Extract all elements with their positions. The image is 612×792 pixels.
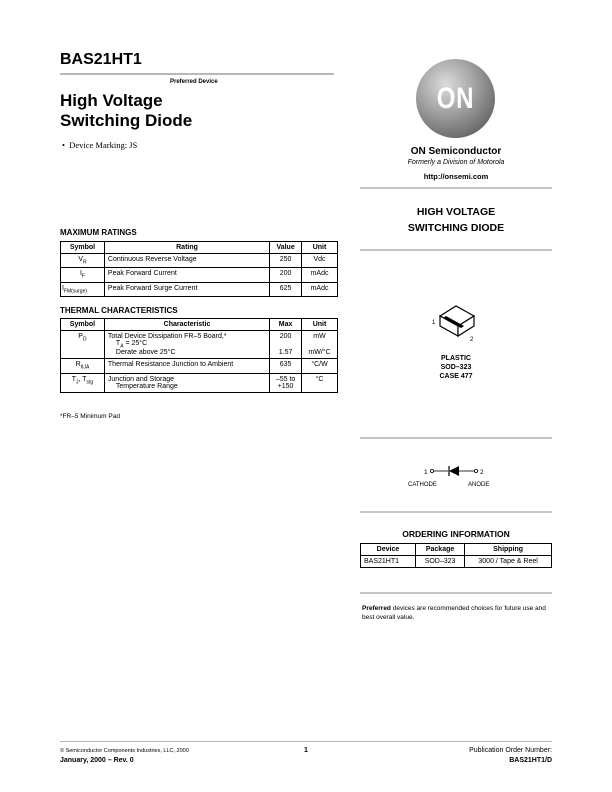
symbol-sub: R [82,259,87,266]
header-rule [60,73,334,75]
ordering-header-device: Device [361,544,416,556]
symbol-sep: , [78,375,83,383]
preferred-note-text: devices are recommended choices for future use and best overall value. [362,605,546,621]
rating-cell: Peak Forward Current [104,268,269,282]
right-rule-1 [360,187,552,189]
char-line: Junction and Storage [107,375,175,383]
company-url[interactable]: http://onsemi.com [423,172,489,181]
symbol-main: T [71,375,76,383]
package-label [420,354,492,381]
char-line: Total Device Dissipation FR–5 Board,* [107,333,227,340]
max-value: –55 to [275,375,296,383]
characteristic-cell: Thermal Resistance Junction to Ambient [104,359,269,373]
revision-date: January, 2000 – Rev. 0 [60,757,134,764]
thermal-header-unit: Unit [302,319,338,331]
max-header-symbol: Symbol [61,242,105,254]
unit-cell: °C/W [302,359,338,373]
diode-pin2-label: 2 [480,469,484,476]
thermal-header-characteristic: Characteristic [104,319,269,331]
symbol-cell [61,254,105,268]
unit-cell: mAdc [302,282,338,296]
rating-cell: Continuous Reverse Voltage [104,254,269,268]
thermal-title: THERMAL CHARACTERISTICS [60,306,178,315]
char-line: Derate above 25°C [115,349,176,357]
ordering-device: BAS21HT1 [361,556,416,568]
product-name [360,204,552,236]
document-title [60,91,320,131]
max-value: +150 [277,382,294,390]
unit-cell: °C [302,373,338,392]
char-line: Temperature Range [115,382,178,390]
characteristic-cell [104,331,269,359]
right-rule-2 [360,249,552,251]
table-row [61,254,338,268]
rating-cell: Peak Forward Surge Current [104,282,269,296]
max-header-value: Value [270,242,302,254]
unit-value: mW [313,333,326,340]
diode-pin1-label: 1 [424,469,428,476]
symbol-main: I [62,284,64,292]
ordering-header-package: Package [415,544,464,556]
symbol-sub: stg [86,379,94,386]
ordering-shipping: 3000 / Tape & Reel [465,556,552,568]
table-row [61,331,338,359]
table-row [61,268,338,282]
symbol-cell [61,359,105,373]
symbol-sub: θJA [80,364,90,371]
ordering-table [360,543,552,568]
bullet-icon: • [62,140,65,150]
max-cell [270,373,302,392]
symbol-cell [61,282,105,296]
symbol-cell [61,268,105,282]
copyright: © Semiconductor Components Industries, LLC, 2000 [60,748,189,754]
value-cell: 250 [270,254,302,268]
on-logo [416,59,495,138]
unit-cell [302,331,338,359]
symbol-main: I [79,270,82,278]
anode-label: ANODE [468,482,490,488]
max-header-rating: Rating [104,242,269,254]
device-marking-text: Device Marking: JS [69,140,138,150]
title-line-1: High Voltage [60,91,163,110]
thermal-table [60,318,338,393]
characteristic-cell [104,373,269,392]
symbol-sub: F [81,273,85,280]
max-cell: 635 [270,359,302,373]
max-ratings-table [60,241,338,297]
cathode-label: CATHODE [408,482,437,488]
preferred-device-label: Preferred Device [170,79,218,85]
part-number: BAS21HT1 [60,51,142,68]
footer-rule [60,741,552,742]
char-line [108,340,266,349]
max-value: 200 [279,333,292,340]
package-pin1-label: 1 [432,320,436,326]
unit-cell: Vdc [302,254,338,268]
publication-number: BAS21HT1/D [509,757,552,764]
max-cell [270,331,302,359]
max-value: 1.57 [278,349,293,356]
package-pin2-label: 2 [470,337,474,343]
package-line-2: SOD–323 [440,364,472,371]
symbol-main: P [78,333,83,340]
table-row [61,373,338,392]
page-number: 1 [304,747,308,754]
package-line-3: CASE 477 [439,373,473,380]
product-line-2: SWITCHING DIODE [407,222,505,234]
right-rule-5 [360,592,552,594]
symbol-main: T [82,375,87,383]
ta-sub: A [120,343,124,350]
value-cell: 200 [270,268,302,282]
table-row [61,282,338,296]
symbol-sub: D [82,336,87,343]
right-rule-3 [360,437,552,439]
company-name: ON Semiconductor [410,146,502,157]
table-row [361,556,552,568]
logo-text: ON [436,81,475,115]
thermal-header-symbol: Symbol [61,319,105,331]
diode-symbol-icon [404,463,514,491]
package-drawing-icon [430,300,486,346]
company-formerly: Formerly a Division of Motorola [407,159,505,166]
value-cell: 625 [270,282,302,296]
publication-label: Publication Order Number: [469,747,552,754]
unit-value: mW/°C [308,349,331,356]
ordering-title: ORDERING INFORMATION [402,529,510,539]
symbol-sub: FM(surge) [63,288,88,295]
preferred-note [362,604,552,622]
thermal-header-max: Max [270,319,302,331]
max-ratings-title: MAXIMUM RATINGS [60,228,137,237]
max-header-unit: Unit [302,242,338,254]
ta-value: = 25°C [123,340,148,347]
footnote: *FR–5 Minimum Pad [60,413,120,420]
right-rule-4 [360,511,552,513]
ordering-package: SOD–323 [415,556,464,568]
unit-cell: mAdc [302,268,338,282]
title-line-2: Switching Diode [60,111,193,130]
ta-symbol: T [115,340,121,347]
product-line-1: HIGH VOLTAGE [416,206,496,218]
device-marking [62,140,137,150]
symbol-cell [61,331,105,359]
symbol-main: V [78,256,83,263]
symbol-sub: J [75,379,79,386]
symbol-cell [61,373,105,392]
symbol-main: R [75,361,81,369]
package-line-1: PLASTIC [441,355,471,362]
table-row [61,359,338,373]
preferred-note-bold: Preferred [362,605,391,612]
ordering-header-shipping: Shipping [465,544,552,556]
